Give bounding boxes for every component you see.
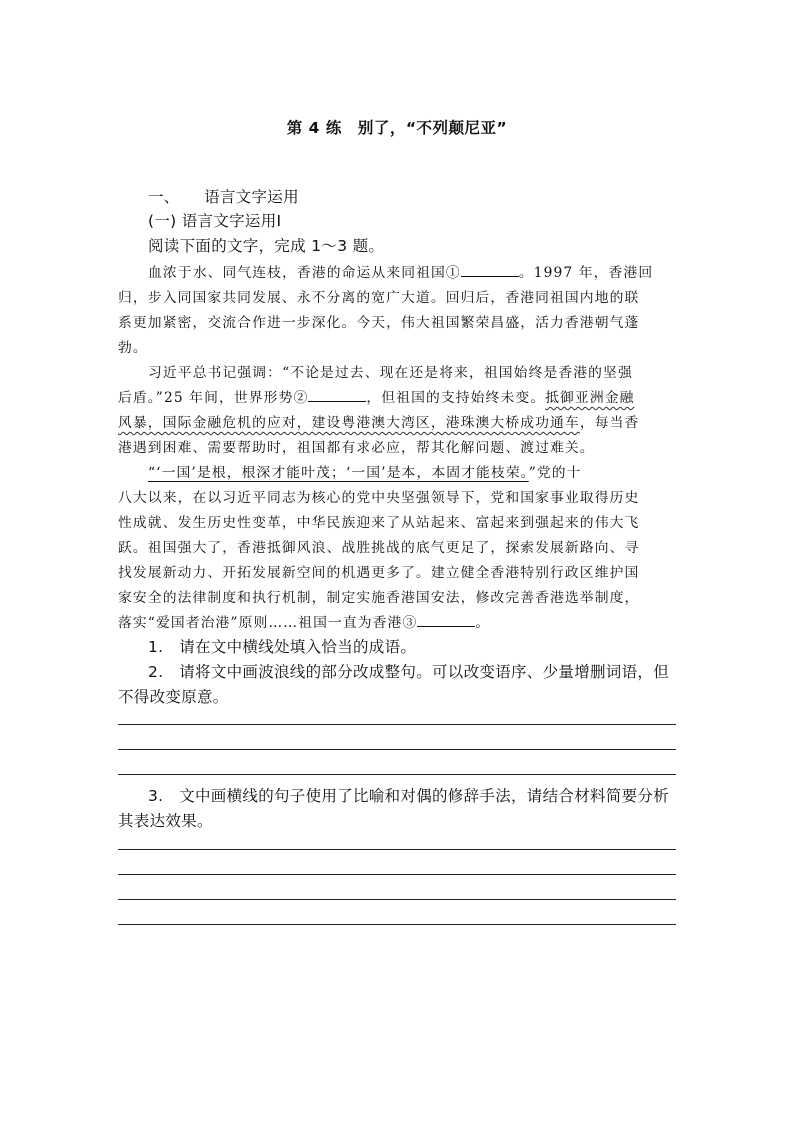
passage-line: 习近平总书记强调：“不论是过去、现在还是将来，祖国始终是香港的坚强 <box>148 365 633 381</box>
passage-line <box>118 411 639 431</box>
passage-line: 勃。 <box>118 340 148 356</box>
question-2: 2. 请将文中画波浪线的部分改成整句。可以改变语序、少量增删词语，但 <box>148 663 669 681</box>
question-1: 1. 请在文中横线处填入恰当的成语。 <box>148 638 417 656</box>
section-heading-text: 语言文字运用 <box>204 188 299 206</box>
passage-line: 八大以来，在以习近平同志为核心的党中央坚强领导下，党和国家事业取得历史 <box>118 490 640 506</box>
answer-line[interactable] <box>118 724 676 725</box>
passage-text: 。1997 年，香港回 <box>518 265 654 281</box>
passage-line <box>148 461 582 481</box>
passage-line <box>148 261 653 281</box>
passage-text: 血浓于水、同气连枝，香港的命运从来同祖国① <box>148 265 461 281</box>
passage-line: 归，步入同国家共同发展、永不分离的宽广大道。回归后，香港同祖国内地的联 <box>118 290 640 306</box>
reading-instruction: 阅读下面的文字，完成 1～3 题。 <box>148 237 385 255</box>
question-2-cont: 不得改变原意。 <box>118 688 229 706</box>
answer-blank-3[interactable] <box>417 614 475 627</box>
passage-line <box>118 611 490 631</box>
passage-line: 系更加紧密，交流合作进一步深化。今天，伟大祖国繁荣昌盛，活力香港朝气蓬 <box>118 315 640 331</box>
wavy-underlined-text: 抵御亚洲金融 <box>545 390 635 406</box>
subsection-heading: (一) 语言文字运用Ⅰ <box>148 212 282 230</box>
underlined-sentence: “‘一国’是根，根深才能叶茂；‘一国’是本，本固才能枝荣。 <box>148 465 529 481</box>
passage-line <box>118 386 635 406</box>
passage-text: ，每当香 <box>579 415 640 431</box>
wavy-underlined-text: 风暴，国际金融危机的应对，建设粤港澳大湾区，港珠澳大桥成功通车 <box>118 415 580 431</box>
passage-line: 港遇到困难、需要帮助时，祖国都有求必应，帮其化解问题、渡过难关。 <box>118 440 595 456</box>
passage-text: 。 <box>475 615 491 631</box>
answer-line[interactable] <box>118 924 676 925</box>
passage-line: 性成就、发生历史性变革，中华民族迎来了从站起来、富起来到强起来的伟大飞 <box>118 515 640 531</box>
section-heading <box>148 185 299 207</box>
answer-line[interactable] <box>118 749 676 750</box>
passage-text: 后盾。”25 年间，世界形势② <box>118 390 309 406</box>
passage-line: 跃。祖国强大了，香港抵御风浪、战胜挑战的底气更足了，探索发展新路向、寻 <box>118 540 640 556</box>
answer-line[interactable] <box>118 774 676 775</box>
answer-blank-2[interactable] <box>308 389 366 402</box>
answer-blank-1[interactable] <box>461 264 519 277</box>
answer-line[interactable] <box>118 899 676 900</box>
question-3: 3. 文中画横线的句子使用了比喻和对偶的修辞手法，请结合材料简要分析 <box>148 787 669 805</box>
passage-line: 家安全的法律制度和执行机制，制定实施香港国安法，修改完善香港选举制度， <box>118 590 640 606</box>
passage-line: 找发展新动力、开拓发展新空间的机遇更多了。建立健全香港特别行政区维护国 <box>118 565 640 581</box>
answer-line[interactable] <box>118 874 676 875</box>
passage-text: ，但祖国的支持始终未变。 <box>366 390 546 406</box>
answer-line[interactable] <box>118 849 676 850</box>
question-3-cont: 其表达效果。 <box>118 812 213 830</box>
section-heading-number: 一、 <box>148 188 180 206</box>
page-title: 第 4 练 别了，“不列颠尼亚” <box>286 119 508 137</box>
passage-text: ”党的十 <box>528 465 582 481</box>
passage-text: 落实“爱国者治港”原则……祖国一直为香港③ <box>118 615 418 631</box>
